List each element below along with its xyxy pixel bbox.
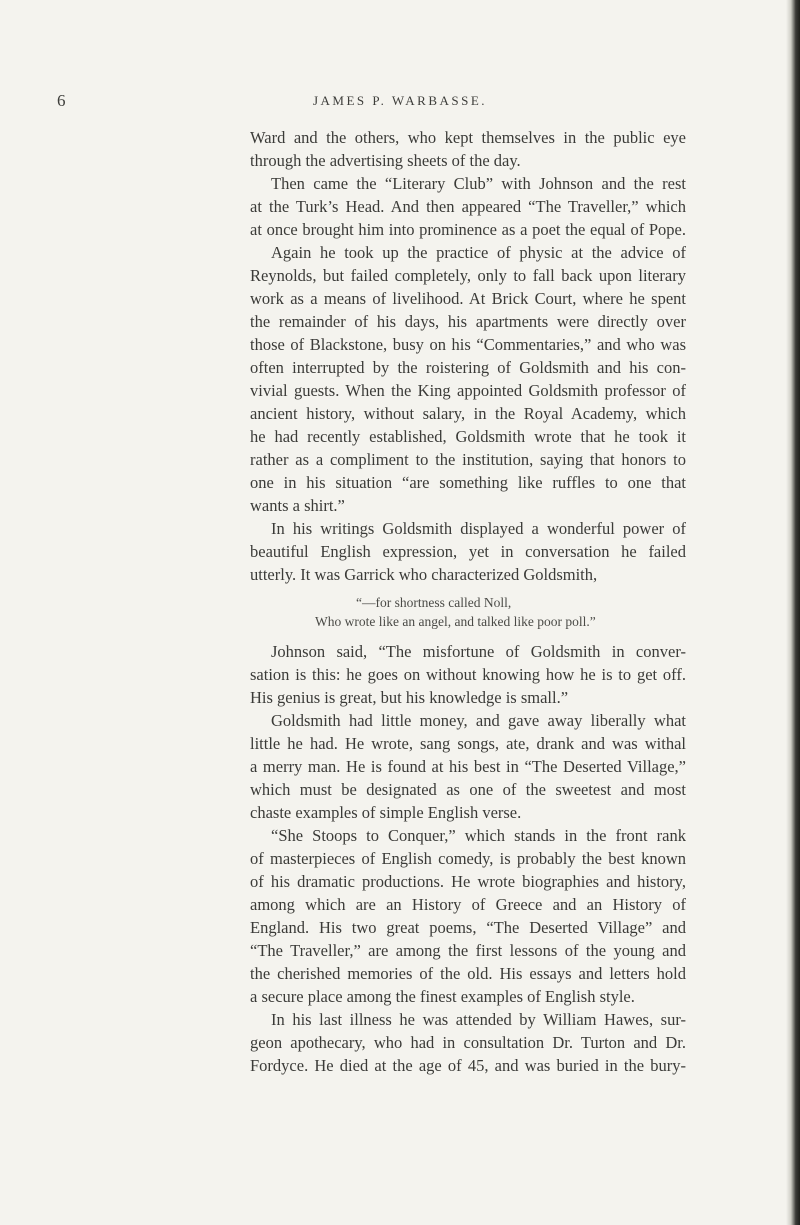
text-line: Again he took up the practice of physic at the advice of bbox=[271, 243, 686, 262]
text-line: “She Stoops to Conquer,” which stands in the front rank bbox=[271, 826, 686, 845]
text-line: among which are an History of Greece and an History of bbox=[250, 895, 686, 914]
text-line: Reynolds, but failed completely, only to fall back upon literary bbox=[250, 266, 686, 285]
text-line: the cherished memories of the old. His essays and letters hold bbox=[250, 964, 686, 983]
text-line: through the advertising sheets of the day. bbox=[250, 151, 521, 170]
text-line: he had recently established, Goldsmith wrote that he took it bbox=[250, 427, 686, 446]
quote-line: “—for shortness called Noll, bbox=[356, 595, 512, 610]
text-line: vivial guests. When the King appointed Goldsmith professor of bbox=[250, 381, 686, 400]
text-line: chaste examples of simple English verse. bbox=[250, 803, 522, 822]
text-line: of his dramatic productions. He wrote biographies and history, bbox=[250, 872, 686, 891]
text-line: In his writings Goldsmith displayed a wonderful power of bbox=[271, 519, 686, 538]
text-line: one in his situation “are something like ruffles to one that bbox=[250, 473, 686, 492]
text-line: little he had. He wrote, sang songs, ate, drank and was withal bbox=[250, 734, 686, 753]
page-header bbox=[0, 90, 800, 112]
page-number: 6 bbox=[57, 91, 66, 110]
text-line: a secure place among the finest examples of English style. bbox=[250, 987, 635, 1006]
quote-line: Who wrote like an angel, and talked like poor poll.” bbox=[315, 614, 596, 629]
text-line: Ward and the others, who kept themselves in the public eye bbox=[250, 128, 686, 147]
text-line: beautiful English expression, yet in conversation he failed bbox=[250, 542, 686, 561]
text-line: at the Turk’s Head. And then appeared “The Traveller,” which bbox=[250, 197, 686, 216]
text-line: Then came the “Literary Club” with Johnson and the rest bbox=[271, 174, 686, 193]
text-line: ancient history, without salary, in the Royal Academy, which bbox=[250, 404, 686, 423]
text-line: wants a shirt.” bbox=[250, 496, 345, 515]
text-line: His genius is great, but his knowledge is small.” bbox=[250, 688, 569, 707]
text-line: rather as a compliment to the institution, saying that honors to bbox=[250, 450, 686, 469]
text-line: In his last illness he was attended by William Hawes, sur- bbox=[271, 1010, 686, 1029]
text-line: those of Blackstone, busy on his “Commentaries,” and who was bbox=[250, 335, 686, 354]
text-line: geon apothecary, who had in consultation Dr. Turton and Dr. bbox=[250, 1033, 686, 1052]
text-line: a merry man. He is found at his best in “The Deserted Village,” bbox=[250, 757, 686, 776]
body-text bbox=[250, 126, 686, 1077]
text-line: “The Traveller,” are among the first lessons of the young and bbox=[250, 941, 686, 960]
text-line: sation is this: he goes on without knowing how he is to get off. bbox=[250, 665, 686, 684]
text-line: Johnson said, “The misfortune of Goldsmith in conver- bbox=[271, 642, 686, 661]
text-line: the remainder of his days, his apartments were directly over bbox=[250, 312, 686, 331]
text-line: often interrupted by the roistering of Goldsmith and his con- bbox=[250, 358, 686, 377]
block-quote bbox=[250, 593, 686, 631]
page-edge-shadow bbox=[786, 0, 800, 1225]
text-line: of masterpieces of English comedy, is probably the best known bbox=[250, 849, 686, 868]
text-line: utterly. It was Garrick who characterized Goldsmith, bbox=[250, 565, 598, 584]
running-head: JAMES P. WARBASSE. bbox=[312, 93, 488, 108]
text-line: Fordyce. He died at the age of 45, and was buried in the bury- bbox=[250, 1056, 686, 1075]
text-line: England. His two great poems, “The Deserted Village” and bbox=[250, 918, 686, 937]
text-line: Goldsmith had little money, and gave away liberally what bbox=[271, 711, 686, 730]
text-line: which must be designated as one of the sweetest and most bbox=[250, 780, 686, 799]
text-line: at once brought him into prominence as a poet the equal of Pope. bbox=[250, 220, 686, 239]
text-line: work as a means of livelihood. At Brick Court, where he spent bbox=[250, 289, 686, 308]
